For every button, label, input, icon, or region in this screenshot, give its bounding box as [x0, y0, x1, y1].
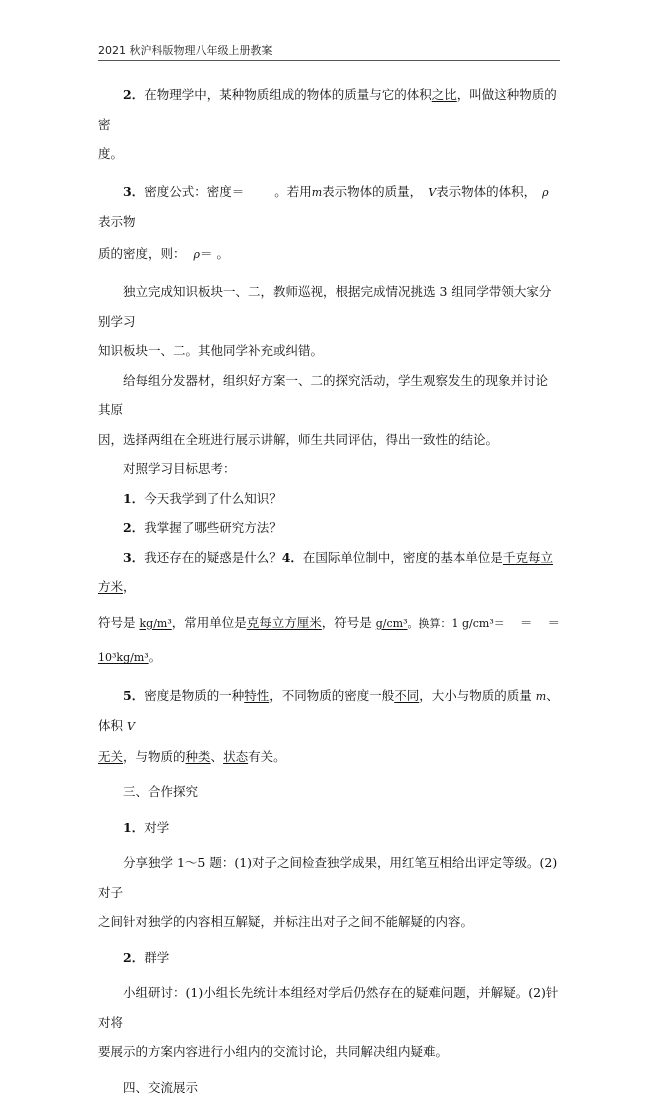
blank-answer: 特性: [244, 688, 269, 703]
paragraph-continuation: 无关，与物质的种类、状态有关。: [98, 742, 560, 772]
paragraph-continuation: 因，选择两组在全班进行展示讲解，师生共同评估，得出一致性的结论。: [98, 425, 560, 455]
paragraph-continuation: 10³kg/m³。: [98, 642, 560, 673]
paragraph-continuation: 之间针对独学的内容相互解疑，并标注出对子之间不能解疑的内容。: [98, 907, 560, 937]
subsection-heading: 1．对学: [98, 813, 560, 843]
blank-answer: 之比: [432, 87, 457, 102]
header-divider: [98, 60, 560, 61]
paragraph-density-formula: 3．密度公式：密度＝ 。若用m表示物体的质量， V表示物体的体积， ρ表示物: [98, 177, 560, 237]
paragraph-group-activity: 给每组分发器材，组织好方案一、二的探究活动，学生观察发生的现象并讨论其原: [98, 366, 560, 425]
blank-answer: kg/m³: [139, 617, 171, 630]
question-item: 2．我掌握了哪些研究方法？: [98, 513, 560, 543]
paragraph-pair-study: 分享独学 1～5 题：(1)对子之间检查独学成果，用红笔互相给出评定等级。(2)对子: [98, 848, 560, 907]
question-item: 5．密度是物质的一种特性，不同物质的密度一般不同，大小与物质的质量 m、体积 V: [98, 681, 560, 742]
paragraph-independent-study: 独立完成知识板块一、二，教师巡视，根据完成情况挑选 3 组同学带领大家分别学习: [98, 277, 560, 336]
paragraph-continuation: 质的密度，则： ρ＝ 。: [98, 239, 560, 270]
blank-answer: 种类: [186, 749, 211, 764]
blank-answer: 不同: [394, 688, 419, 703]
question-item: 3．我还存在的疑惑是什么？4．在国际单位制中，密度的基本单位是千克每立方米，: [98, 543, 560, 602]
paragraph-reflection-prompt: 对照学习目标思考：: [98, 454, 560, 484]
paragraph-continuation: 符号是 kg/m³，常用单位是克每立方厘米，符号是 g/cm³。换算：1 g/cm³＝ ＝ ＝: [98, 608, 560, 639]
document-body: [98, 80, 560, 1102]
blank-answer: 状态: [223, 749, 248, 764]
section-heading: 四、交流展示: [98, 1073, 560, 1102]
subsection-heading: 2．群学: [98, 943, 560, 973]
paragraph-continuation: 度。: [98, 139, 560, 169]
blank-answer: 克每立方厘米: [247, 615, 322, 630]
blank-answer: 无关: [98, 749, 123, 764]
paragraph-density-definition: 2．在物理学中，某种物质组成的物体的质量与它的体积之比，叫做这种物质的密: [98, 80, 560, 139]
paragraph-group-study: 小组研讨：(1)小组长先统计本组经对学后仍然存在的疑难问题，并解疑。(2)针对将: [98, 978, 560, 1037]
blank-answer: g/cm³: [376, 617, 408, 630]
blank-answer: 千克每立方米: [98, 550, 553, 595]
paragraph-continuation: 知识板块一、二。其他同学补充或纠错。: [98, 336, 560, 366]
page-header: 2021 秋沪科版物理八年级上册教案: [98, 42, 273, 58]
section-heading: 三、合作探究: [98, 777, 560, 807]
paragraph-continuation: 要展示的方案内容进行小组内的交流讨论，共同解决组内疑难。: [98, 1037, 560, 1067]
blank-answer: 10³kg/m³: [98, 651, 149, 664]
question-item: 1．今天我学到了什么知识？: [98, 484, 560, 514]
